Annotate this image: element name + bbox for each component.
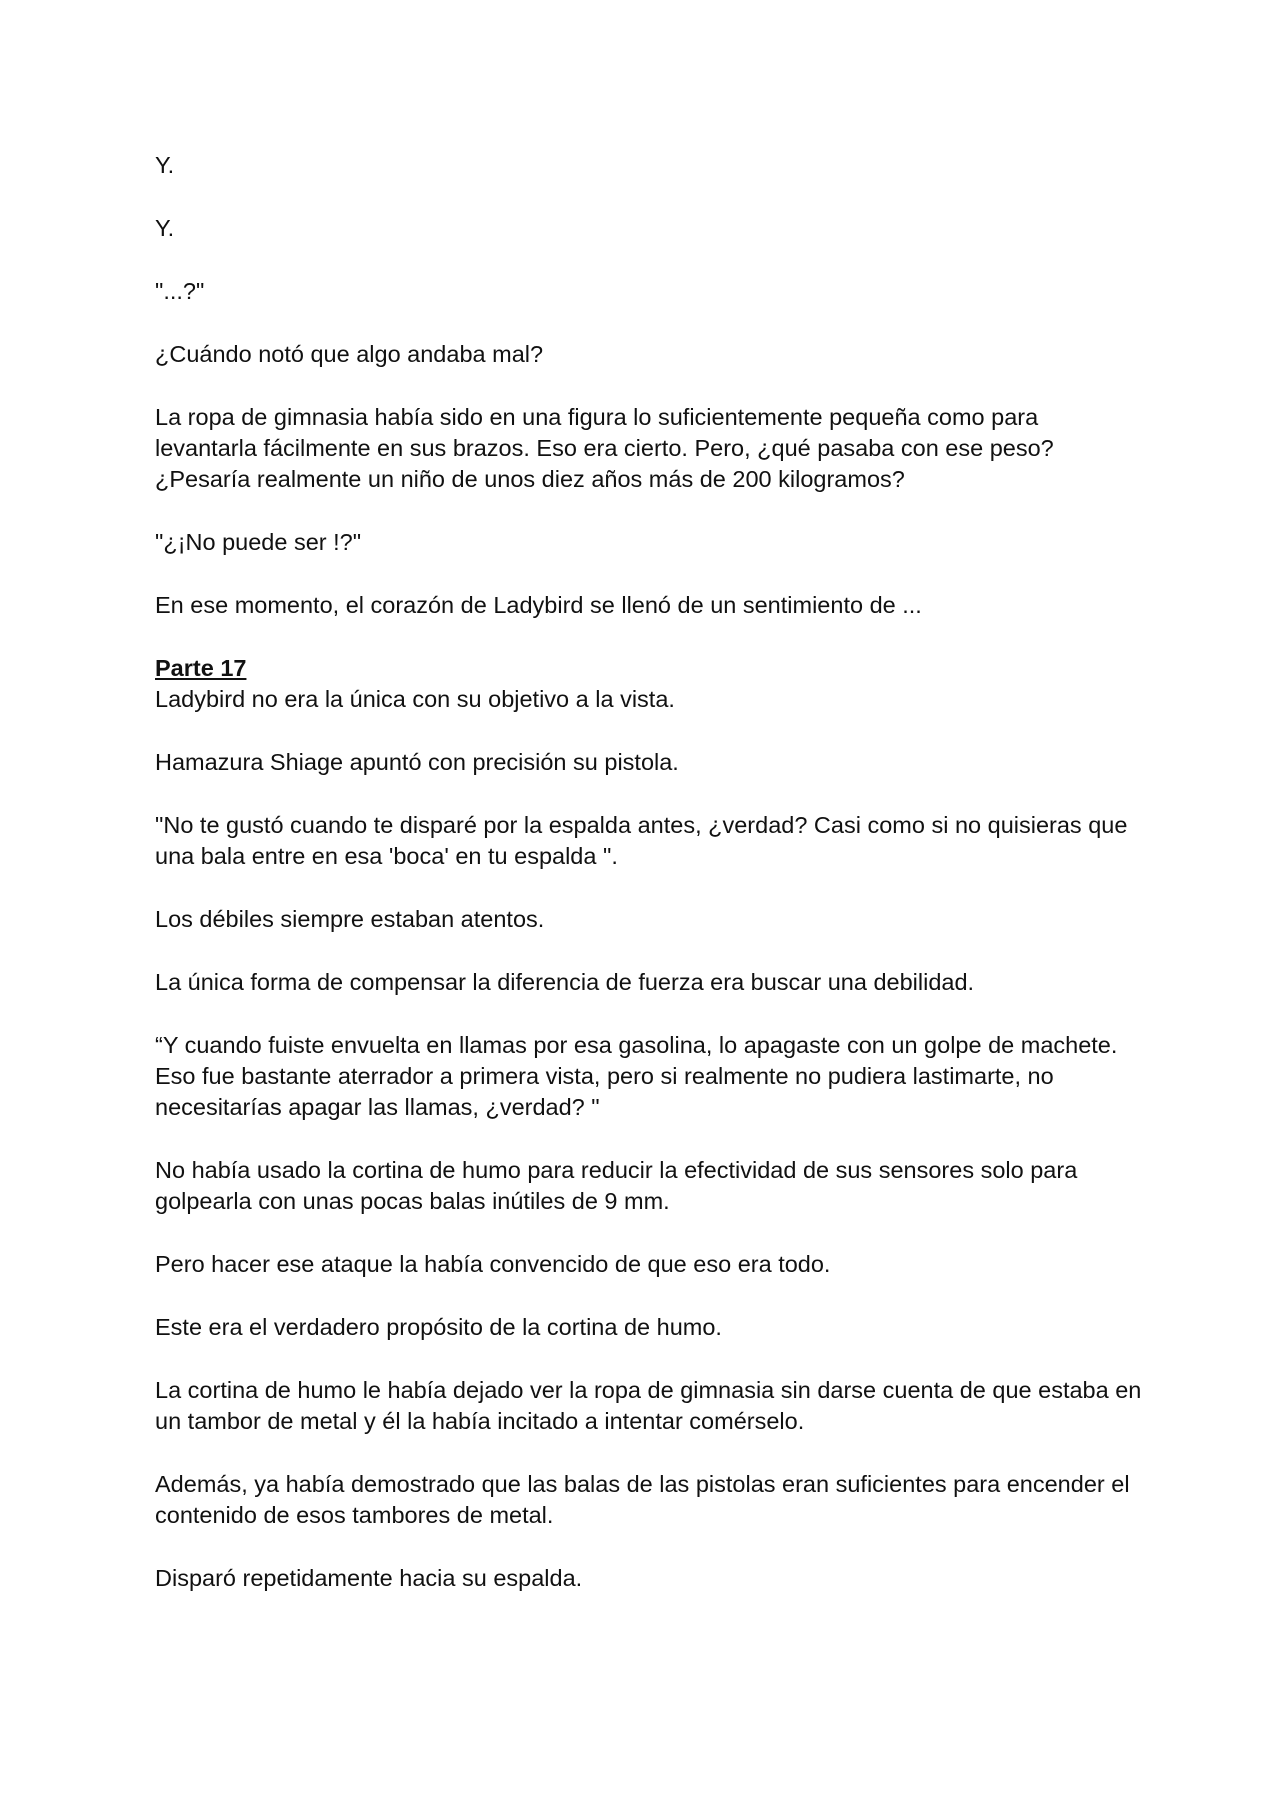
paragraph-true-purpose: Este era el verdadero propósito de la cortina de humo. [155,1314,722,1340]
paragraph-metal-drum: La cortina de humo le había dejado ver la ropa de gimnasia sin darse cuenta de que estaba en un tambor de metal y él la había incitado a intentar comérselo. [155,1377,1142,1434]
paragraph-weak-attentive: Los débiles siempre estaban atentos. [155,906,545,932]
paragraph-hamazura-aims: Hamazura Shiage apuntó con precisión su pistola. [155,749,679,775]
paragraph-cannot-be: "¿¡No puede ser !?" [155,529,362,555]
paragraph-only-way: La única forma de compensar la diferencia de fuerza era buscar una debilidad. [155,969,975,995]
paragraph-bullets-ignite: Además, ya había demostrado que las balas de las pistolas eran suficientes para encender el contenido de esos tambores de metal. [155,1471,1130,1528]
paragraph-y-1: Y. [155,152,175,178]
document-page [155,150,1145,1626]
paragraph-smoke-screen: No había usado la cortina de humo para reducir la efectividad de sus sensores solo para golpearla con unas pocas balas inútiles de 9 mm. [155,1157,1078,1214]
paragraph-shot-back: "No te gustó cuando te disparé por la espalda antes, ¿verdad? Casi como si no quisieras que una bala entre en esa 'boca' en tu espalda ". [155,812,1128,869]
paragraph-flames: “Y cuando fuiste envuelta en llamas por esa gasolina, lo apagaste con un golpe de machete. Eso fue bastante aterrador a primera vista, pero si realmente no pudiera lastimarte, no necesitarías apagar las llamas, ¿verdad? " [155,1032,1118,1120]
paragraph-y-2: Y. [155,215,175,241]
section-heading: Parte 17 [155,655,247,681]
paragraph-not-only-one: Ladybird no era la única con su objetivo a la vista. [155,686,675,712]
paragraph-convinced: Pero hacer ese ataque la había convencido de que eso era todo. [155,1251,831,1277]
paragraph-gym-clothes: La ropa de gimnasia había sido en una figura lo suficientemente pequeña como para levantarla fácilmente en sus brazos. Eso era cierto. Pero, ¿qué pasaba con ese peso? ¿Pesaría realmente un niño de unos diez años más de 200 kilogramos? [155,404,1054,492]
paragraph-ladybird-heart: En ese momento, el corazón de Ladybird se llenó de un sentimiento de ... [155,592,922,618]
paragraph-ellipsis-question: "...?" [155,278,205,304]
paragraph-fired-repeatedly: Disparó repetidamente hacia su espalda. [155,1565,583,1591]
paragraph-when-noticed: ¿Cuándo notó que algo andaba mal? [155,341,544,367]
